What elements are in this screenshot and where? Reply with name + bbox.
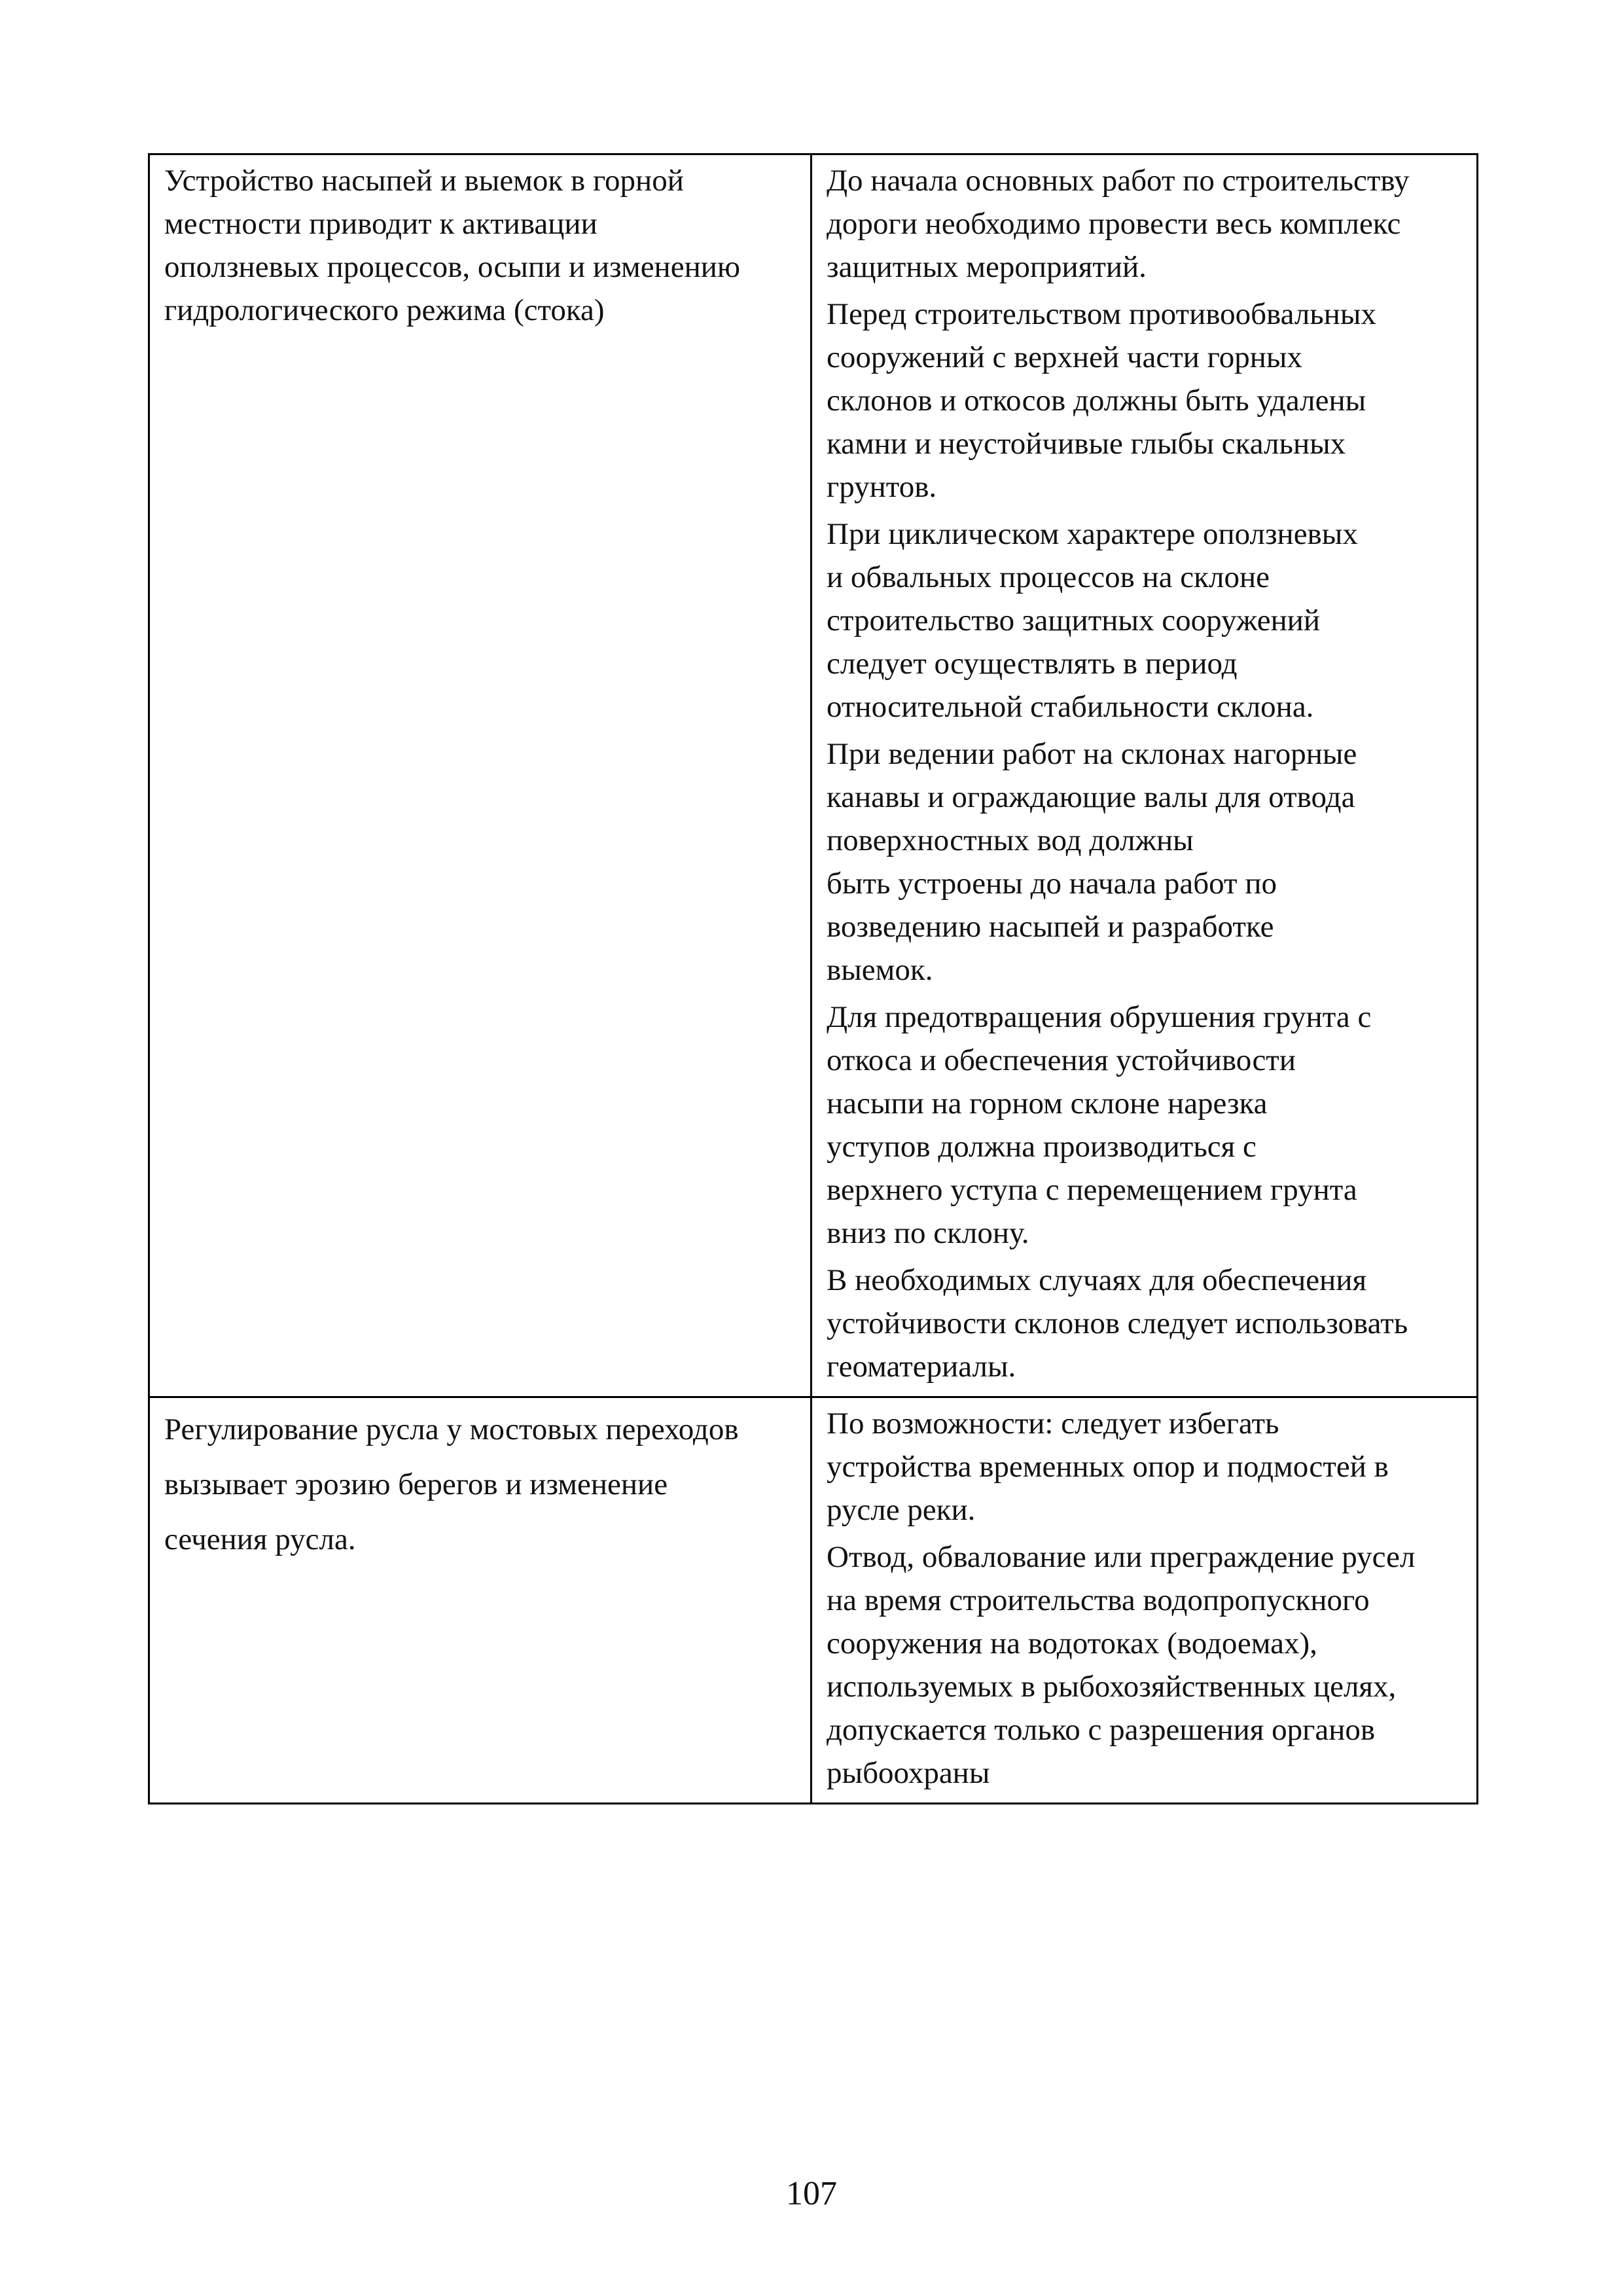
measure-paragraph [827, 1259, 1465, 1388]
measure-line: В необходимых случаях для обеспечения [827, 1263, 1367, 1297]
measure-paragraph [827, 732, 1465, 992]
impact-line: гидрологического режима (стока) [164, 293, 605, 327]
measure-line: Перед строительством противообвальных [827, 297, 1376, 331]
measure-line: Отвод, обвалование или преграждение русел [827, 1540, 1416, 1574]
measure-line: насыпи на горном склоне нарезка [827, 1086, 1268, 1121]
measure-line: Для предотвращения обрушения грунта с [827, 1000, 1372, 1034]
measure-paragraph [827, 293, 1465, 509]
measure-line: строительство защитных сооружений [827, 603, 1321, 637]
measures-cell [812, 1397, 1478, 1804]
measure-paragraph [827, 1535, 1465, 1795]
measure-line: уступов должна производиться с [827, 1130, 1257, 1164]
measure-line: поверхностных вод должны [827, 823, 1194, 857]
impact-line: Устройство насыпей и выемок в горной [164, 164, 684, 198]
measure-line: допускается только с разрешения органов [827, 1713, 1376, 1747]
measure-line: дороги необходимо провести весь комплекс [827, 207, 1401, 241]
measure-line: камни и неустойчивые глыбы скальных [827, 427, 1346, 461]
measure-line: выемок. [827, 953, 933, 987]
measure-paragraph [827, 512, 1465, 728]
impact-cell [149, 154, 812, 1397]
measure-line: По возможности: следует избегать [827, 1407, 1279, 1441]
impact-line: вызывает эрозию берегов и изменение [164, 1467, 668, 1501]
measure-line: устойчивости склонов следует использовать [827, 1306, 1408, 1340]
impact-line: местности приводит к активации [164, 207, 597, 241]
page-number: 107 [786, 2175, 837, 2212]
impact-line: сечения русла. [164, 1522, 356, 1556]
measure-line: верхнего уступа с перемещением грунта [827, 1173, 1357, 1207]
measure-line: возведению насыпей и разработке [827, 910, 1274, 944]
measure-line: вниз по склону. [827, 1216, 1029, 1250]
measure-line: следует осуществлять в период [827, 647, 1238, 681]
measure-line: защитных мероприятий. [827, 250, 1147, 284]
measure-line: быть устроены до начала работ по [827, 867, 1277, 901]
table-row [149, 154, 1478, 1397]
measure-line: грунтов. [827, 470, 937, 504]
measure-line: склонов и откосов должны быть удалены [827, 384, 1366, 418]
measure-line: и обвальных процессов на склоне [827, 560, 1270, 594]
measure-line: канавы и ограждающие валы для отвода [827, 780, 1355, 814]
impact-cell [149, 1397, 812, 1804]
measure-line: сооружений с верхней части горных [827, 340, 1302, 374]
measure-paragraph [827, 159, 1465, 289]
table-row [149, 1397, 1478, 1804]
measure-line: При циклическом характере оползневых [827, 517, 1358, 551]
measures-cell [812, 154, 1478, 1397]
measure-line: устройства временных опор и подмостей в [827, 1450, 1389, 1484]
measure-line: рыбоохраны [827, 1756, 990, 1790]
measure-line: сооружения на водотоках (водоемах), [827, 1626, 1317, 1660]
measure-line: откоса и обеспечения устойчивости [827, 1043, 1296, 1077]
measure-line: относительной стабильности склона. [827, 690, 1314, 724]
measure-paragraph [827, 1402, 1465, 1532]
measure-paragraph [827, 996, 1465, 1255]
measure-line: геоматериалы. [827, 1350, 1016, 1384]
measure-line: русле реки. [827, 1493, 976, 1527]
measure-line: До начала основных работ по строительству [827, 164, 1410, 198]
measure-line: используемых в рыбохозяйственных целях, [827, 1670, 1397, 1704]
impact-line: оползневых процессов, осыпи и изменению [164, 250, 740, 284]
measure-line: на время строительства водопропускного [827, 1583, 1370, 1617]
measures-table [148, 153, 1478, 1804]
measure-line: При ведении работ на склонах нагорные [827, 737, 1357, 771]
impact-line: Регулирование русла у мостовых переходов [164, 1412, 739, 1446]
